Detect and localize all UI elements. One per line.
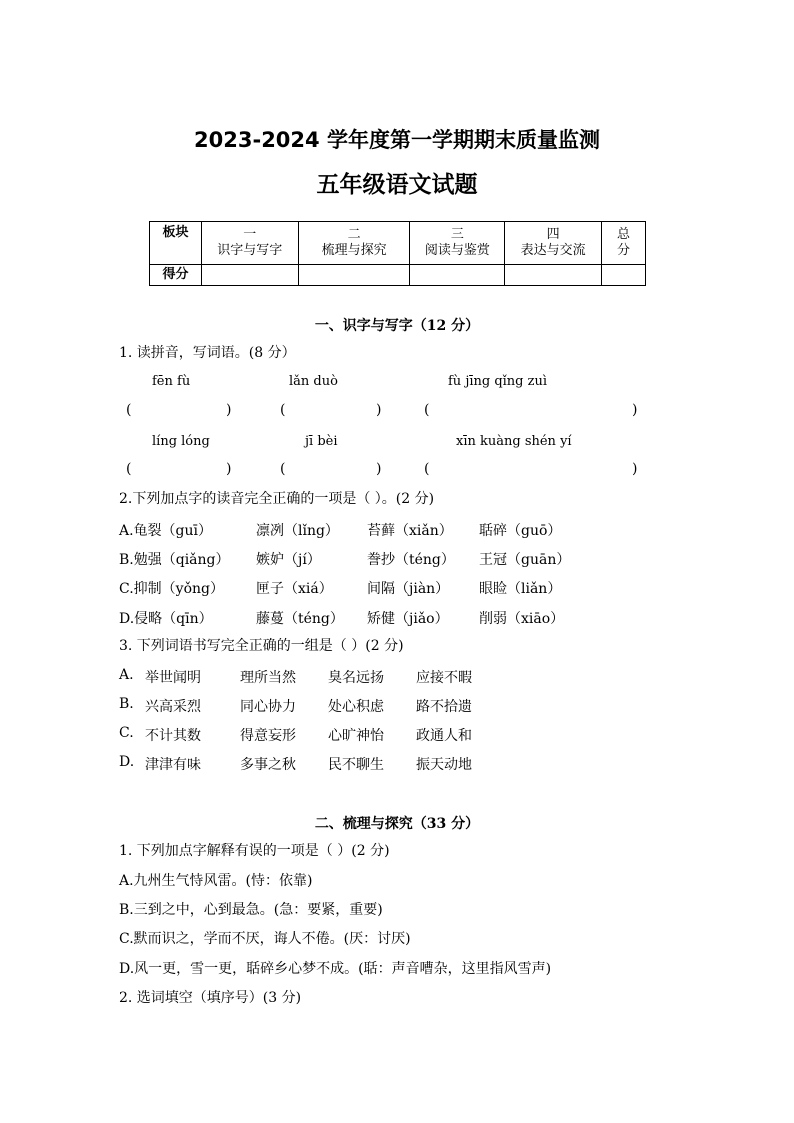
option-c-3: 间隔（jiàn） [367,581,450,597]
answer-box-open: ( [424,402,430,418]
score-cell[interactable] [505,265,602,286]
q3-a-4: 应接不暇 [416,670,472,686]
q3-b-2: 同心协力 [240,699,296,715]
answer-box-close: ) [226,461,232,477]
q3-a-1: 举世闻明 [145,670,201,686]
score-col-num: 四 [546,227,560,242]
q3-b-3: 处心积虑 [328,699,384,715]
option-c-1: C.抑制（yǒng） [119,581,224,597]
q3-c-letter: C. [119,725,134,741]
answer-box-close: ) [632,402,638,418]
option-b-2: 嫉妒（jí） [256,552,321,568]
option-d-1: D.侵略（qīn） [119,611,213,627]
s1-q1-prompt: 1. 读拼音，写词语。(8 分） [119,345,296,361]
score-col-total [602,222,646,265]
s2-q1-prompt: 1. 下列加点字解释有误的一项是（ ）(2 分) [119,843,390,859]
q3-a-3: 臭名远扬 [328,670,384,686]
option-d-2: 藤蔓（téng） [256,611,344,627]
score-col-2 [298,222,410,265]
q3-c-1: 不计其数 [145,728,201,744]
pinyin-2: lǎn duò [289,374,338,389]
option-d-4: 削弱（xiāo） [479,611,565,627]
score-col-1 [201,222,298,265]
s2-q1-option-d: D.风一更，雪一更，聒碎乡心梦不成。(聒：声音嘈杂，这里指风雪声) [119,961,552,977]
score-cell[interactable] [602,265,646,286]
score-col-4 [505,222,602,265]
score-cell[interactable] [410,265,505,286]
q3-d-letter: D. [119,754,135,770]
score-cell[interactable] [298,265,410,286]
answer-box-open: ( [126,402,132,418]
answer-box-open: ( [424,461,430,477]
answer-box-open: ( [280,402,286,418]
score-table-score-row [150,265,646,286]
pinyin-3: fù jīng qǐng zuì [448,374,548,389]
option-a-1: A.龟裂（guī） [119,523,213,539]
option-d-3: 矫健（jiǎo） [367,611,449,627]
answer-box-close: ) [226,402,232,418]
option-c-4: 眼睑（liǎn） [479,581,562,597]
option-a-4: 聒碎（guō） [479,523,562,539]
option-c-2: 匣子（xiá） [256,581,333,597]
answer-box-close: ) [376,402,382,418]
q3-b-4: 路不拾遗 [416,699,472,715]
q3-a-2: 理所当然 [240,670,296,686]
q3-b-letter: B. [119,696,134,712]
score-col-3 [410,222,505,265]
q3-d-3: 民不聊生 [328,757,384,773]
s1-q2-prompt: 2.下列加点字的读音完全正确的一项是（ ）。(2 分) [119,491,435,507]
score-label: 得分 [150,265,202,286]
answer-box-close: ) [632,461,638,477]
s1-q3-prompt: 3. 下列词语书写完全正确的一组是（ ）(2 分) [119,638,404,654]
score-col-name: 表达与交流 [520,243,586,258]
q3-d-2: 多事之秋 [240,757,296,773]
section-label: 板块 [150,222,202,265]
q3-a-letter: A. [119,667,134,683]
q3-c-4: 政通人和 [416,728,472,744]
answer-box-open: ( [280,461,286,477]
score-col-name: 阅读与鉴赏 [424,243,490,258]
q3-d-4: 振天动地 [416,757,472,773]
total-top: 总 [617,227,631,242]
section1-heading: 一、识字与写字（12 分） [314,318,480,334]
score-table-header-row [150,222,646,265]
option-a-3: 苔藓（xiǎn） [367,523,453,539]
section2-heading: 二、梳理与探究（33 分） [314,816,480,832]
exam-subtitle: 五年级语文试题 [316,172,478,198]
q3-c-3: 心旷神怡 [328,728,384,744]
exam-title: 2023-2024 学年度第一学期期末质量监测 [194,128,600,152]
score-col-name: 梳理与探究 [321,243,387,258]
score-col-num: 二 [347,227,361,242]
q3-c-2: 得意妄形 [240,728,296,744]
pinyin-5: jī bèi [305,434,338,449]
s2-q1-option-b: B.三到之中，心到最急。(急：要紧，重要) [119,902,383,918]
pinyin-4: líng lóng [152,434,210,449]
score-col-num: 三 [450,227,464,242]
q3-d-1: 津津有味 [145,757,201,773]
pinyin-6: xīn kuàng shén yí [456,434,572,449]
option-b-1: B.勉强（qiǎng） [119,552,230,568]
answer-box-open: ( [126,461,132,477]
s2-q1-option-c: C.默而识之，学而不厌，诲人不倦。(厌：讨厌) [119,931,411,947]
option-b-4: 王冠（guān） [479,552,571,568]
option-a-2: 凛冽（lǐng） [256,523,339,539]
score-table [149,221,646,286]
score-col-num: 一 [243,227,257,242]
pinyin-1: fēn fù [152,374,191,389]
score-col-name: 识字与写字 [217,243,283,258]
s2-q1-option-a: A.九州生气恃风雷。(恃：依靠) [119,873,313,889]
s2-q2-prompt: 2. 选词填空（填序号）(3 分) [119,990,302,1006]
option-b-3: 誊抄（téng） [367,552,455,568]
answer-box-close: ) [376,461,382,477]
q3-b-1: 兴高采烈 [145,699,201,715]
score-cell[interactable] [201,265,298,286]
total-bottom: 分 [617,243,631,258]
